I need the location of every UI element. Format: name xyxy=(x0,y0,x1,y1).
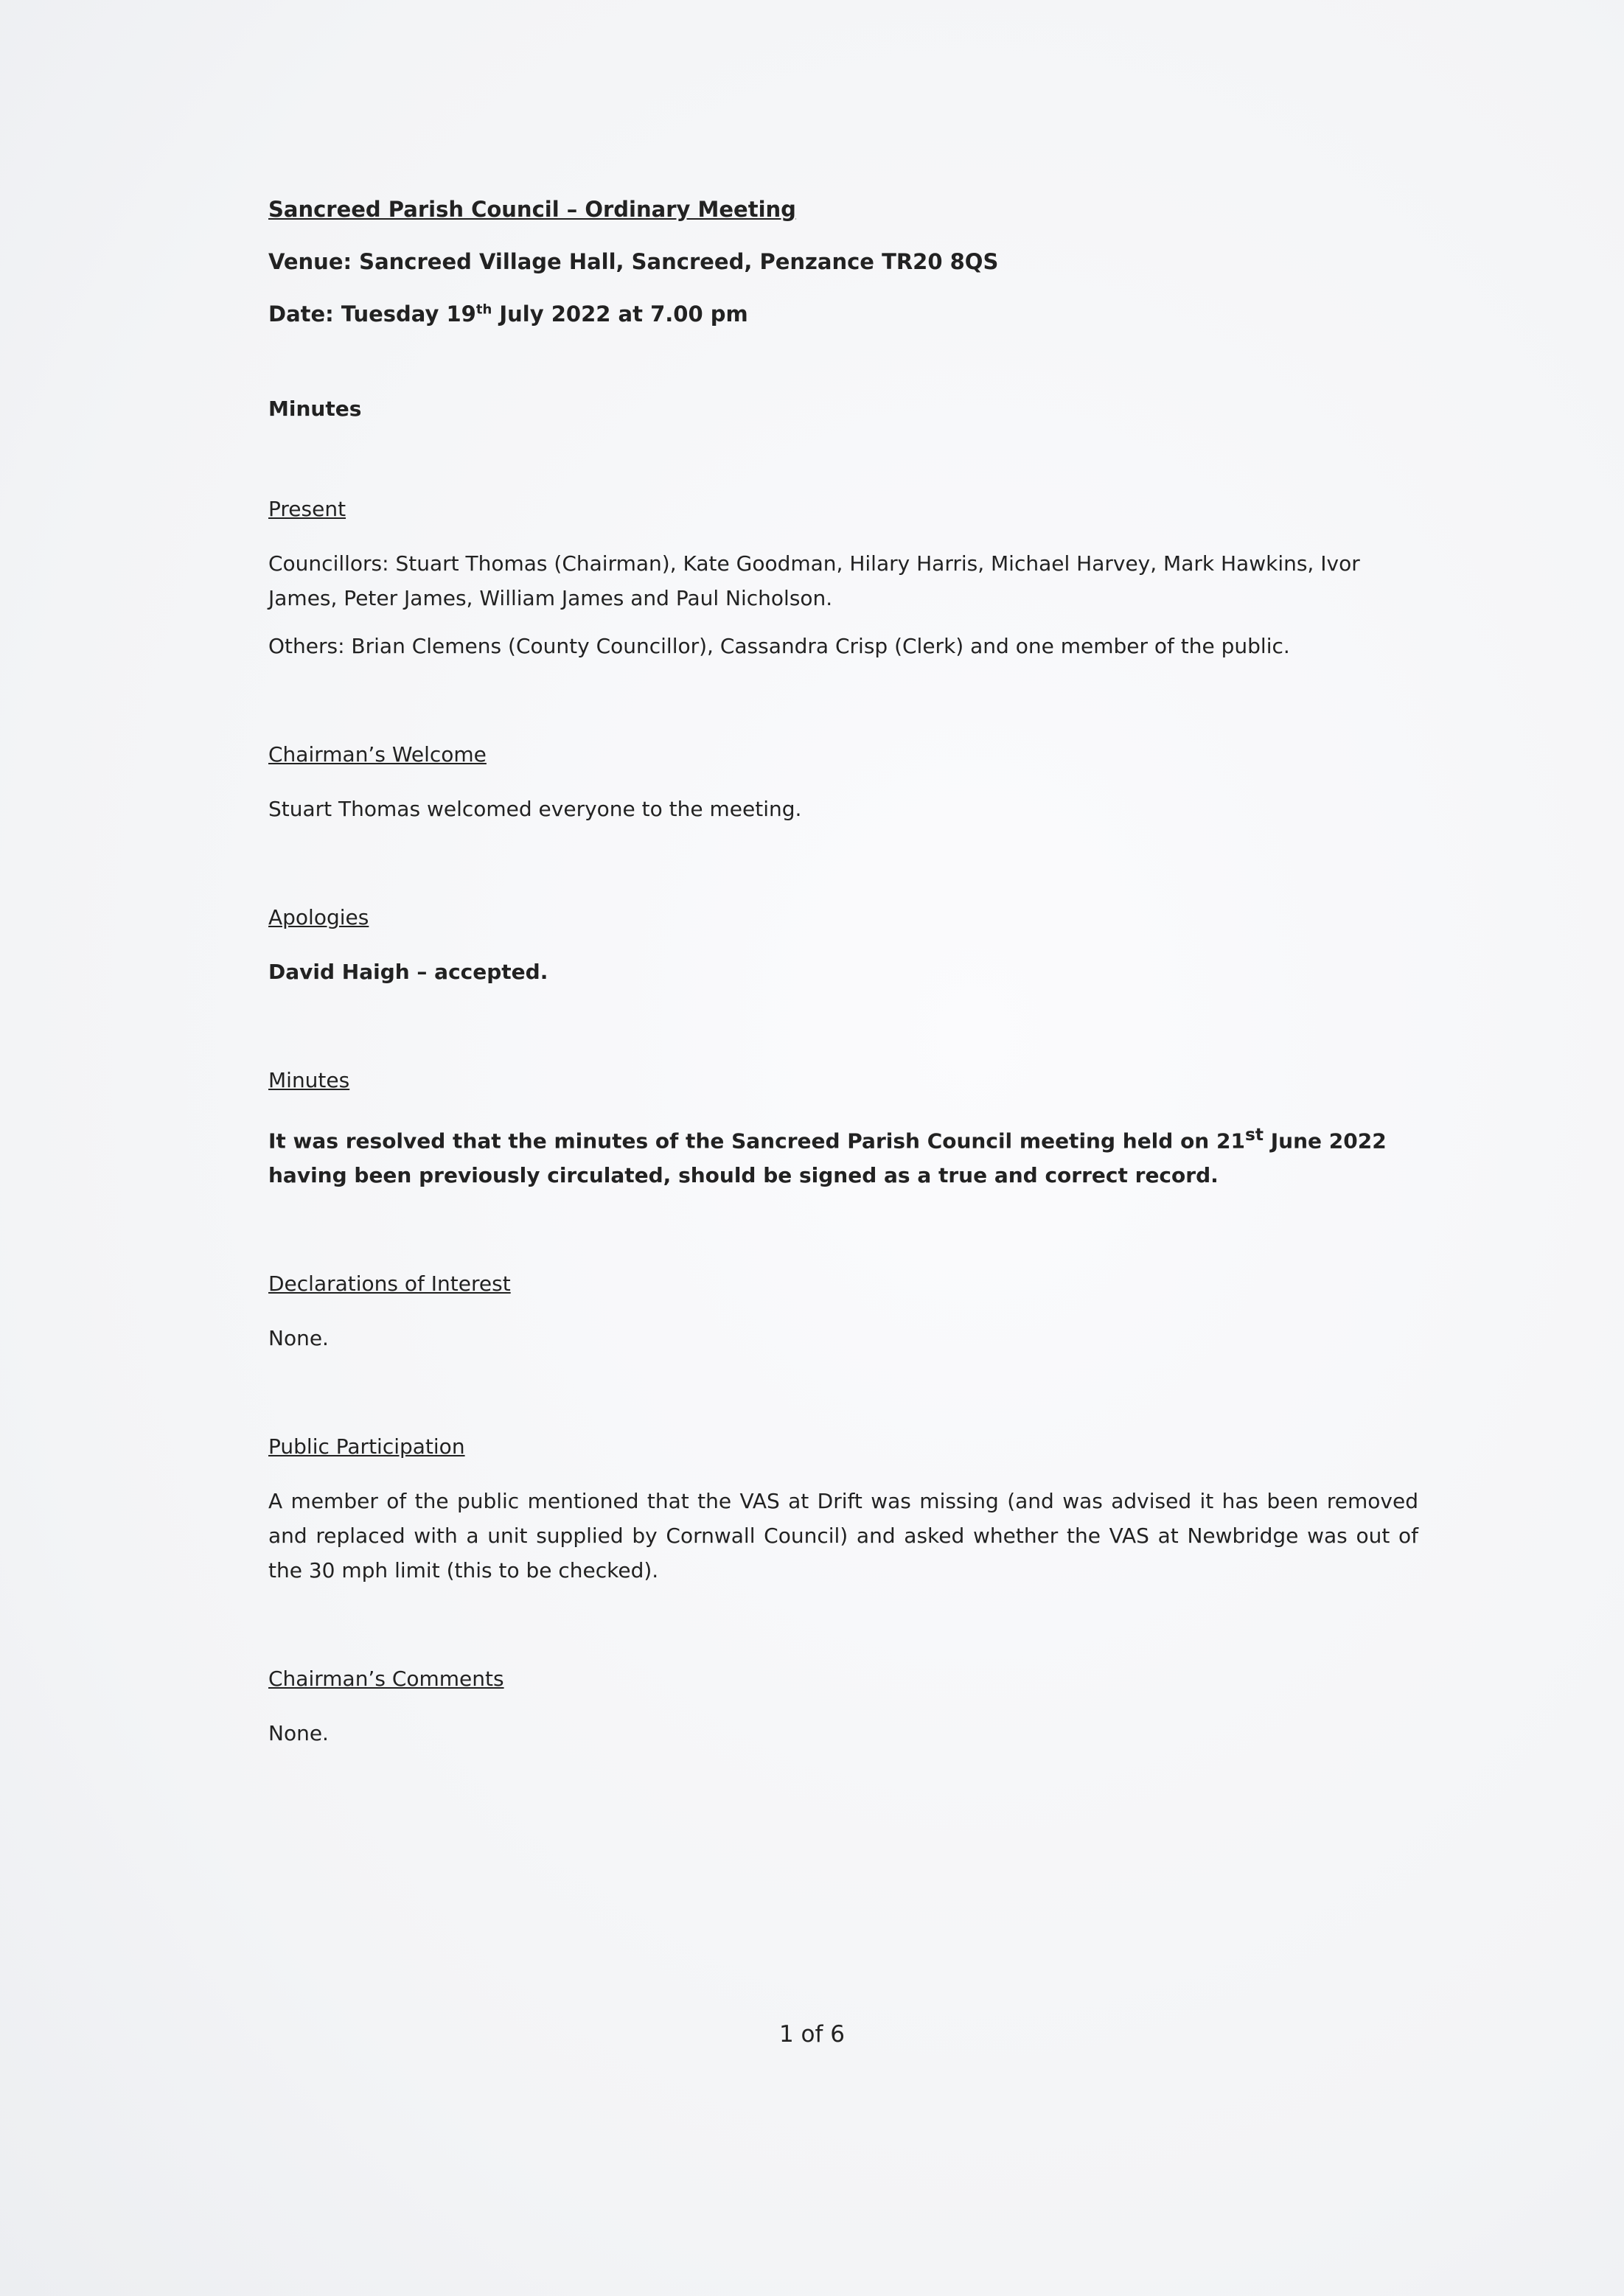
section-heading-chairmans-welcome: Chairman’s Welcome xyxy=(268,742,487,767)
section-apologies xyxy=(268,907,1418,989)
chairmans-welcome-text: Stuart Thomas welcomed everyone to the meeting. xyxy=(268,797,802,821)
section-heading-public-participation: Public Participation xyxy=(268,1434,465,1459)
section-minutes xyxy=(268,1070,1418,1193)
councillors-present: Councillors: Stuart Thomas (Chairman), Kate Goodman, Hilary Harris, Michael Harvey, Mark Hawkins, Ivor James, Peter James, William James and Paul Nicholson. xyxy=(268,551,1360,610)
date-prefix: Date: Tuesday 19 xyxy=(268,301,476,327)
document-content xyxy=(268,199,1418,1764)
page-number: 1 of 6 xyxy=(778,2021,846,2048)
venue-line: Venue: Sancreed Village Hall, Sancreed, Penzance TR20 8QS xyxy=(268,249,999,274)
section-heading-present: Present xyxy=(268,497,346,521)
document-title: Sancreed Parish Council – Ordinary Meeting xyxy=(268,197,796,222)
chairmans-comments-text: None. xyxy=(268,1721,329,1746)
minutes-label: Minutes xyxy=(268,397,362,421)
date-ordinal-suffix: th xyxy=(475,301,492,318)
section-chairmans-comments xyxy=(268,1669,1418,1751)
public-participation-text: A member of the public mentioned that the VAS at Drift was missing (and was advised it has been removed and replaced with a unit supplied by Cornwall Council) and asked whether the VAS at Newbridge was out of the 30 mph limit (this to be checked). xyxy=(268,1489,1418,1583)
section-public-participation xyxy=(268,1434,1418,1588)
declarations-text: None. xyxy=(268,1326,329,1351)
section-heading-declarations: Declarations of Interest xyxy=(268,1271,511,1297)
section-heading-chairmans-comments: Chairman’s Comments xyxy=(268,1667,504,1692)
section-heading-minutes: Minutes xyxy=(268,1068,350,1092)
section-present xyxy=(268,499,1418,663)
minutes-date-ordinal-suffix: st xyxy=(1244,1124,1264,1145)
section-heading-apologies: Apologies xyxy=(268,905,369,929)
minutes-resolution-part2: June 2022 having been previously circulated, should be signed as a true and correct record. xyxy=(268,1128,1387,1188)
minutes-resolution-part1: It was resolved that the minutes of the Sancreed Parish Council meeting held on 21 xyxy=(268,1128,1245,1154)
others-present: Others: Brian Clemens (County Councillor), Cassandra Crisp (Clerk) and one member of the public. xyxy=(268,634,1290,658)
section-chairmans-welcome xyxy=(268,744,1418,826)
minutes-resolution-text xyxy=(268,1117,1418,1193)
section-declarations-of-interest xyxy=(268,1271,1418,1355)
date-rest: July 2022 at 7.00 pm xyxy=(492,301,748,327)
date-line xyxy=(268,301,1418,327)
apologies-text: David Haigh – accepted. xyxy=(268,960,548,984)
